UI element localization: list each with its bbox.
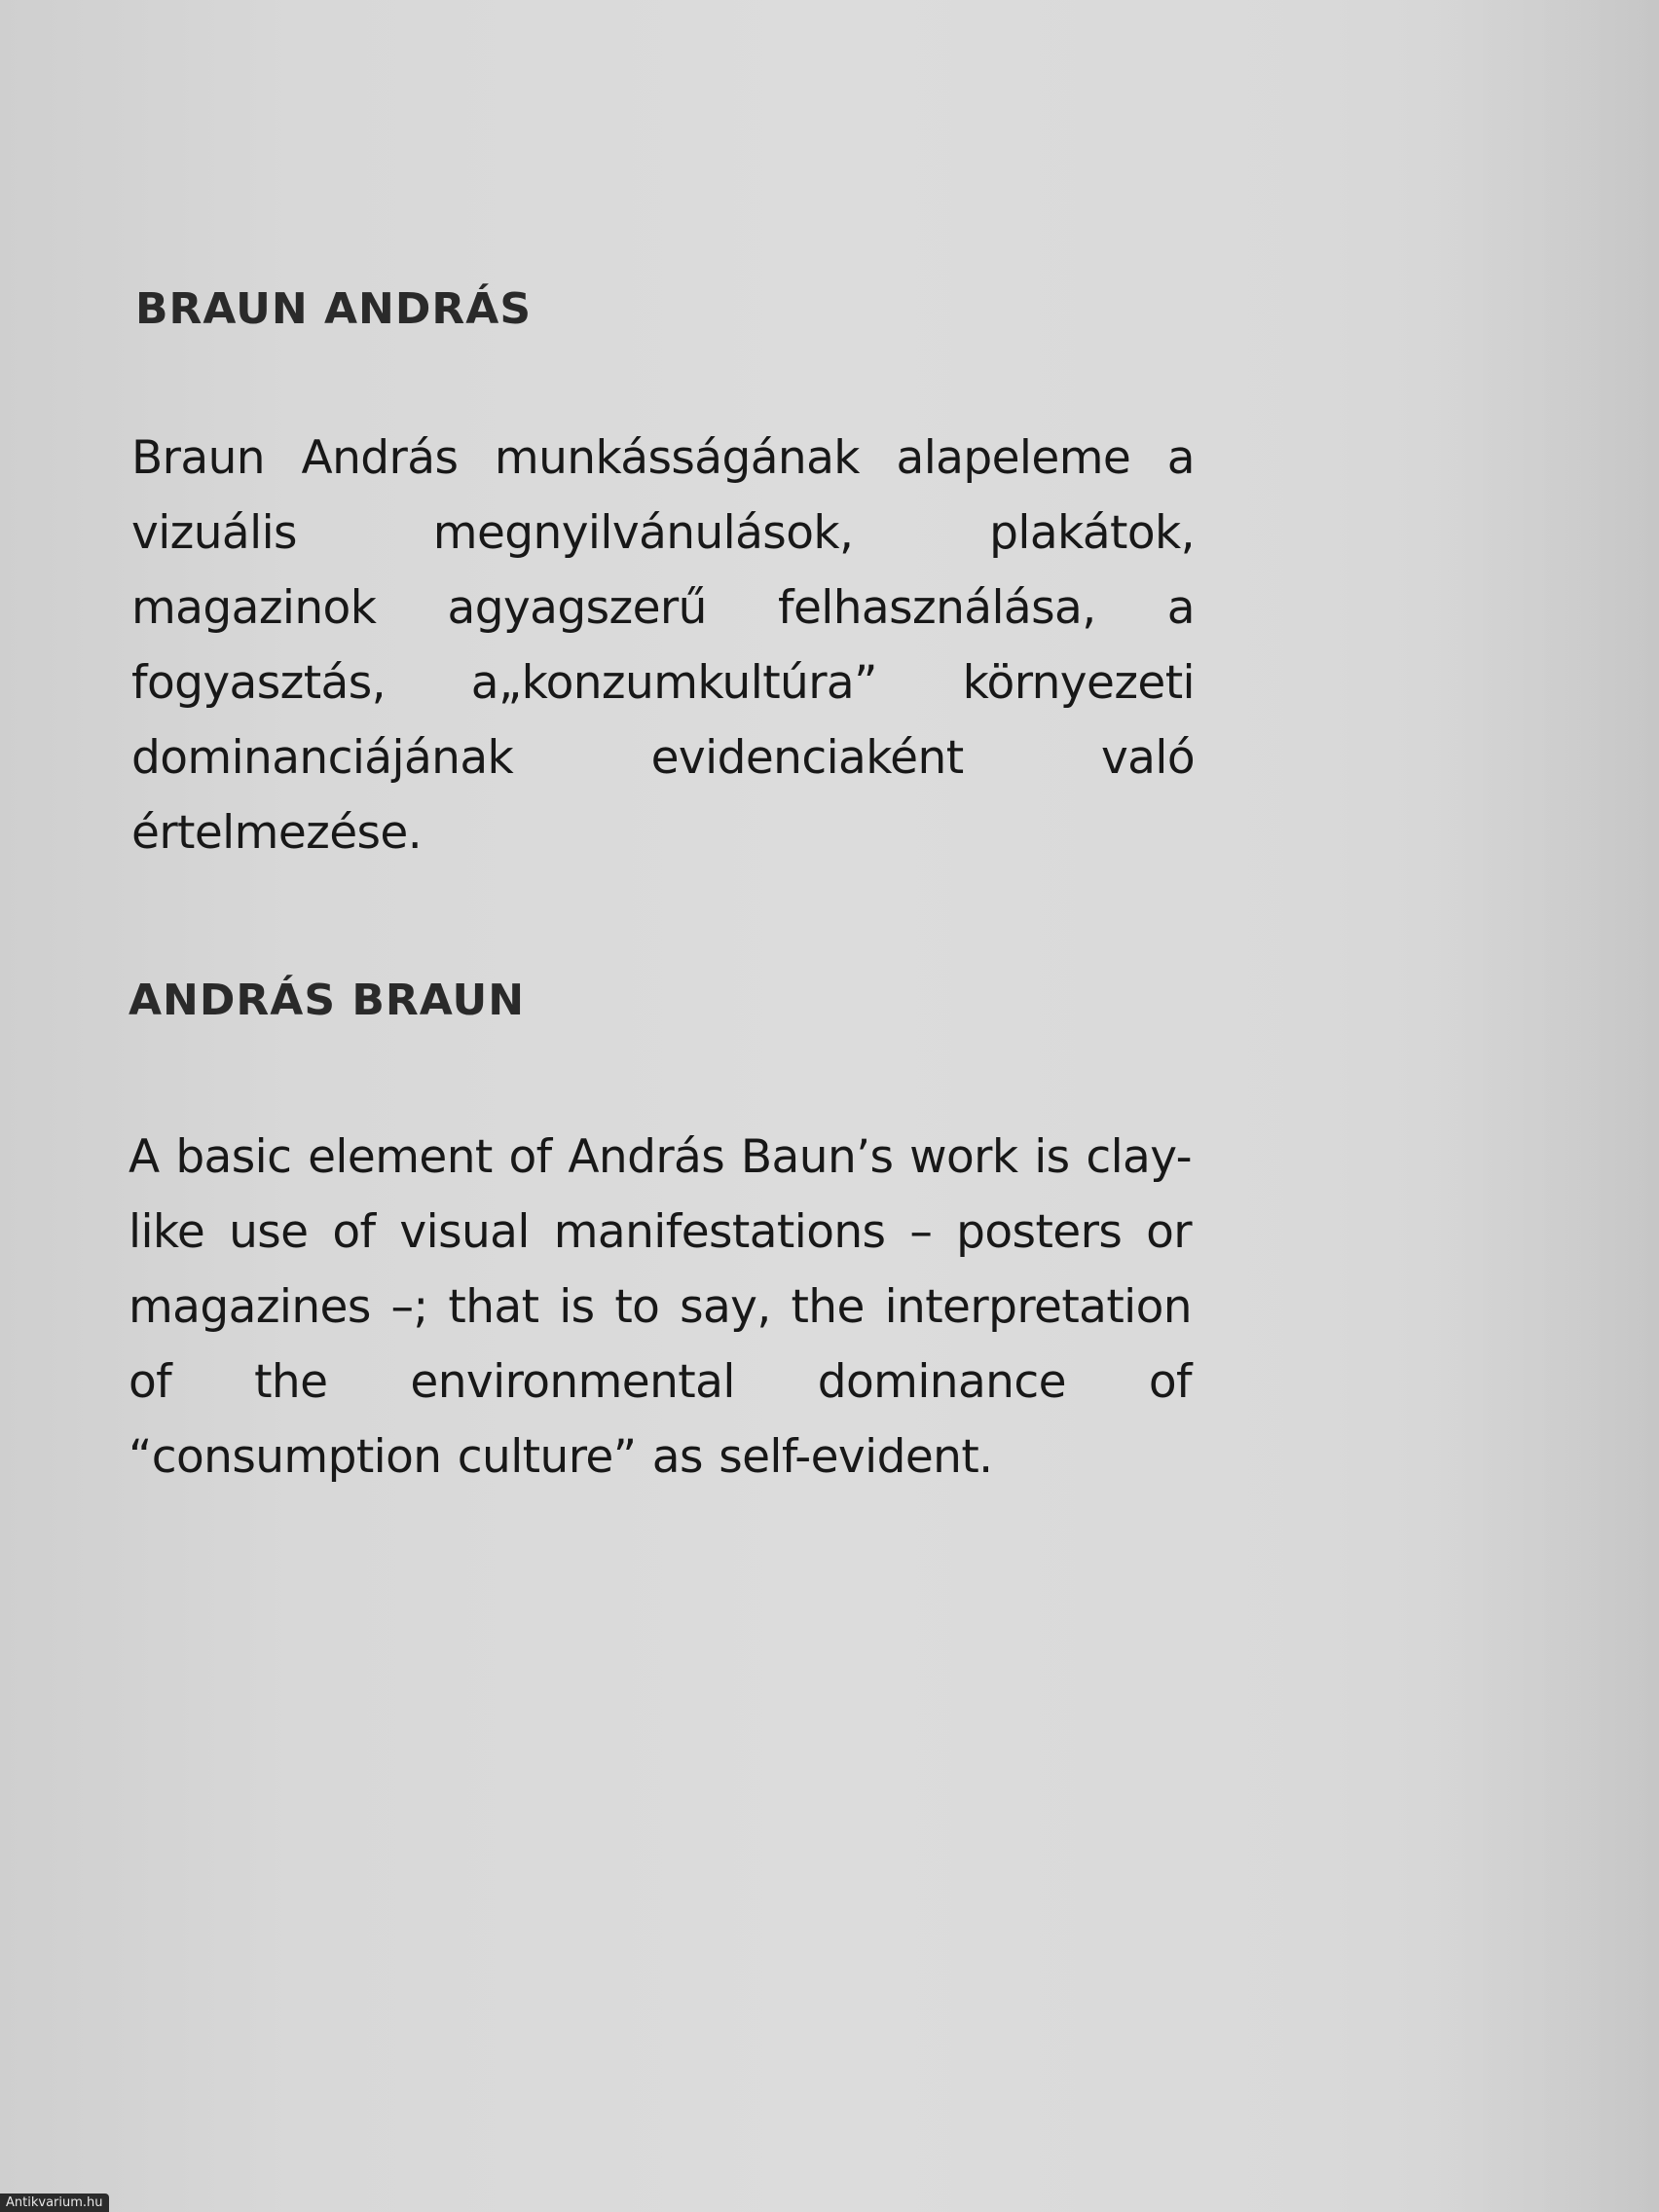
hungarian-paragraph: Braun András munkásságának alapeleme a vizuális megnyilvánulások, plakátok, magazinok agyagszerű felhasználása, a fogyasztás, a„konzumkultúra” környezeti dominanciájának evidenciaként való értelmezése. xyxy=(131,431,1195,860)
hungarian-heading: BRAUN ANDRÁS xyxy=(135,284,533,334)
page-edge-shadow xyxy=(1431,0,1659,2212)
english-heading: ANDRÁS BRAUN xyxy=(129,976,526,1025)
hungarian-section-heading-block xyxy=(135,284,1198,334)
watermark-logo: Antikvarium.hu xyxy=(0,2194,109,2212)
english-paragraph: A basic element of András Baun’s work is clay-like use of visual manifestations – posters or magazines –; that is to say, the interpretation of the environmental dominance of “consumption culture” as self-evident. xyxy=(129,1130,1192,1484)
english-section-heading-block xyxy=(129,976,1192,1025)
hungarian-section-body-block xyxy=(131,421,1195,870)
english-section-body-block xyxy=(129,1120,1192,1494)
